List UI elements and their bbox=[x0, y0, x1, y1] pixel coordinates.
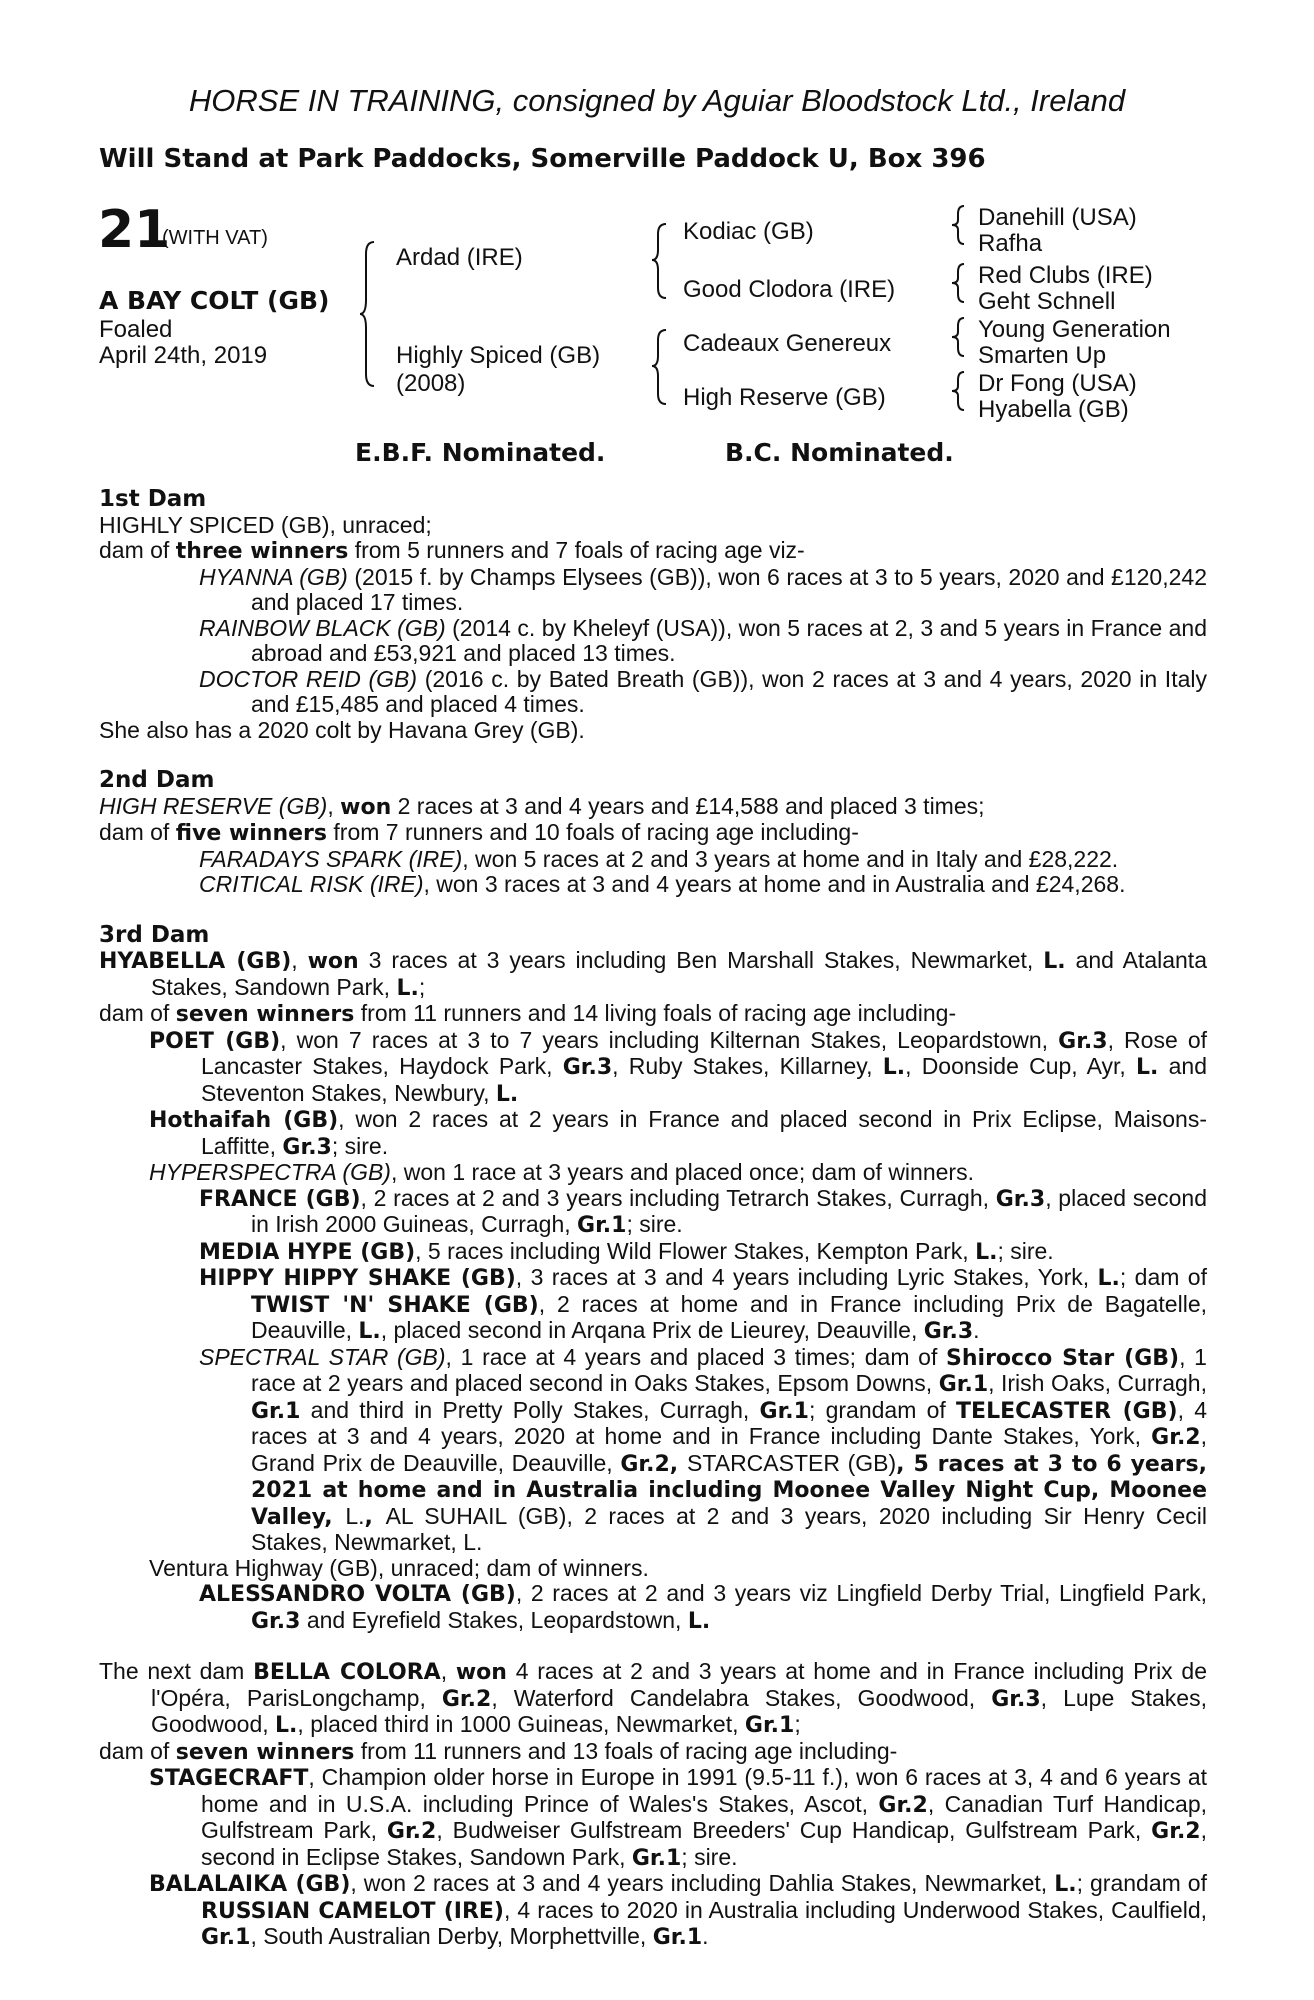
sire-name: Ardad (IRE) bbox=[396, 244, 523, 271]
text-segment: , Rose of Lancaster Stakes, Haydock Park, bbox=[201, 1026, 1207, 1079]
ggs-2: Rafha bbox=[978, 230, 1043, 257]
second-dam-name: HIGH RESERVE (GB), won 2 races at 3 and 4 years and £14,588 and placed 3 times; bbox=[99, 792, 985, 820]
text-segment: , 5 races including Wild Flower Stakes, Kempton Park, bbox=[415, 1237, 976, 1264]
text-segment: , Grand Prix de Deauville, Deauville, bbox=[251, 1423, 1207, 1476]
text-segment: Gr.1 bbox=[251, 1398, 301, 1424]
text-segment: Gr.2 bbox=[620, 1451, 670, 1477]
next-dam-produce-summary bbox=[99, 1739, 1207, 1766]
foaled-label: Foaled bbox=[99, 316, 173, 343]
offspring-france bbox=[99, 1186, 1207, 1239]
offspring-hyanna: HYANNA (GB) (2015 f. by Champs Elysees (GB)), won 6 races at 3 to 5 years, 2020 and £120,242 and placed 17 times. bbox=[199, 563, 1207, 615]
ggs-6: Smarten Up bbox=[978, 342, 1107, 369]
text-segment: Gr.1 bbox=[201, 1925, 251, 1950]
pedigree-notes bbox=[99, 487, 1207, 1951]
text-segment: Gr.3 bbox=[923, 1319, 974, 1344]
text-segment: HIPPY HIPPY SHAKE (GB) bbox=[199, 1266, 516, 1291]
text-segment: L. bbox=[358, 1319, 381, 1344]
granddam-2: High Reserve (GB) bbox=[683, 384, 886, 411]
offspring-spectral-star bbox=[99, 1345, 1207, 1556]
first-dam-name: HIGHLY SPICED (GB), unraced; bbox=[99, 511, 432, 538]
text-segment: STARCASTER (GB) bbox=[687, 1449, 897, 1476]
third-dam-heading: 3rd Dam bbox=[99, 921, 210, 948]
text-segment: TWIST 'N' SHAKE (GB) bbox=[251, 1292, 539, 1318]
page-header: HORSE IN TRAINING, consigned by Aguiar Bloodstock Ltd., Ireland bbox=[188, 83, 1126, 118]
text-segment: L. bbox=[975, 1239, 998, 1265]
text-segment: ALESSANDRO VOLTA (GB) bbox=[199, 1582, 516, 1607]
text-segment: , Irish Oaks, Curragh, bbox=[988, 1370, 1207, 1396]
text-segment: ; sire. bbox=[997, 1237, 1054, 1264]
text-segment: and third in Pretty Polly Stakes, Curragh, bbox=[300, 1396, 760, 1423]
grandsire-1: Kodiac (GB) bbox=[683, 218, 814, 245]
text-segment: , 1 race at 2 years and placed second in Oaks Stakes, Epsom Downs, bbox=[251, 1343, 1207, 1396]
ggs-8: Hyabella (GB) bbox=[978, 396, 1129, 423]
vat-label: (WITH VAT) bbox=[162, 227, 268, 249]
text-segment: POET (GB) bbox=[149, 1028, 281, 1054]
offspring-ventura-highway: Ventura Highway (GB), unraced; dam of winners. bbox=[149, 1554, 649, 1581]
text-segment: RUSSIAN CAMELOT (IRE) bbox=[201, 1898, 504, 1924]
text-segment: FRANCE (GB) bbox=[199, 1186, 361, 1212]
offspring-media-hype bbox=[99, 1239, 1207, 1266]
text-segment: , won 2 races at 2 years in France and placed second in Prix Eclipse, Maisons-Laffitte, bbox=[201, 1106, 1207, 1159]
text-segment: from 11 runners and 13 foals of racing age including- bbox=[354, 1737, 898, 1764]
first-dam-note: She also has a 2020 colt by Havana Grey (GB). bbox=[99, 716, 585, 743]
text-segment: L. bbox=[882, 1055, 906, 1080]
offspring-doctor-reid: DOCTOR REID (GB) (2016 c. by Bated Breath (GB)), won 2 races at 3 and 4 years, 2020 in Italy and £15,485 and placed 4 times. bbox=[199, 665, 1207, 717]
text-segment: , Canadian Turf Handicap, Gulfstream Park, bbox=[201, 1790, 1207, 1843]
sire-dam-bracket bbox=[360, 240, 390, 390]
text-segment: L. bbox=[1054, 1872, 1077, 1897]
text-segment: MEDIA HYPE (GB) bbox=[199, 1239, 416, 1265]
first-dam-heading: 1st Dam bbox=[99, 486, 207, 512]
offspring-hyperspectra bbox=[99, 1160, 1207, 1186]
text-segment: , 2 races at home and in France including Prix de Bagatelle, Deauville, bbox=[251, 1290, 1207, 1343]
text-segment: Gr.3 bbox=[1058, 1028, 1108, 1054]
offspring-balalaika bbox=[99, 1871, 1207, 1951]
ebf-nomination: E.B.F. Nominated. bbox=[355, 438, 606, 467]
text-segment: ; grandam of bbox=[808, 1396, 957, 1423]
grandsire-2: Cadeaux Genereux bbox=[683, 330, 892, 357]
text-segment: , placed third in 1000 Guineas, Newmarket, bbox=[297, 1711, 745, 1737]
bc-nomination: B.C. Nominated. bbox=[725, 438, 954, 467]
text-segment: TELECASTER (GB) bbox=[956, 1398, 1178, 1424]
lot-name: A BAY COLT (GB) bbox=[99, 286, 330, 315]
text-segment: and Steventon Stakes, Newbury, bbox=[201, 1053, 1208, 1106]
text-segment: Gr.2 bbox=[878, 1792, 928, 1818]
text-segment: , bbox=[669, 1451, 688, 1477]
ggs-bracket-4 bbox=[952, 370, 976, 412]
text-segment: L. bbox=[345, 1502, 365, 1529]
text-segment: Gr.1 bbox=[631, 1845, 682, 1871]
foaled-date: April 24th, 2019 bbox=[99, 342, 268, 369]
text-segment: ; bbox=[794, 1711, 801, 1737]
text-segment: AL SUHAIL (GB) bbox=[385, 1502, 567, 1529]
text-segment: , second in Eclipse Stakes, Sandown Park, bbox=[201, 1817, 1207, 1870]
text-segment: , South Australian Derby, Morphettville, bbox=[250, 1923, 653, 1949]
dam-name: Highly Spiced (GB) bbox=[396, 342, 601, 369]
text-segment: Gr.2 bbox=[1151, 1425, 1201, 1450]
offspring-faradays-spark: FARADAYS SPARK (IRE), won 5 races at 2 and 3 years at home and in Italy and £28,222. bbox=[199, 845, 1119, 872]
text-segment: L. bbox=[275, 1713, 298, 1738]
text-segment: , 2 races at 2 and 3 years, 2020 including Sir Henry Cecil Stakes, Newmarket, bbox=[251, 1502, 1207, 1555]
text-segment: , 5 races at 3 to 6 years, 2021 at home and in Australia including Moonee Valley Night Cup, Moonee Valley, bbox=[251, 1451, 1207, 1530]
ggs-4: Geht Schnell bbox=[978, 288, 1116, 315]
text-segment: 4 races at 2 and 3 years at home and in France including Prix de l'Opéra, ParisLongchamp, bbox=[151, 1658, 1208, 1711]
text-segment: HYPERSPECTRA (GB) bbox=[149, 1159, 391, 1185]
text-segment: Gr.1 bbox=[744, 1713, 795, 1738]
text-segment: , placed second in Arqana Prix de Lieurey, Deauville, bbox=[380, 1317, 924, 1343]
text-segment: L. bbox=[495, 1081, 519, 1107]
ggs-bracket-3 bbox=[952, 316, 976, 358]
text-segment: The next dam bbox=[99, 1658, 254, 1684]
text-segment: L. bbox=[687, 1608, 711, 1634]
text-segment: Hothaifah (GB) bbox=[149, 1108, 339, 1133]
text-segment: , won 7 races at 3 to 7 years including Kilternan Stakes, Leopardstown, bbox=[280, 1026, 1059, 1053]
text-segment: , won 2 races at 3 and 4 years including Dahlia Stakes, Newmarket, bbox=[350, 1870, 1055, 1896]
text-segment: , 2 races at 2 and 3 years viz Lingfield Derby Trial, Lingfield Park, bbox=[515, 1580, 1208, 1606]
text-segment: , 1 race at 4 years and placed 3 times; dam of bbox=[445, 1343, 947, 1370]
text-segment: STAGECRAFT bbox=[149, 1766, 309, 1791]
text-segment: , Ruby Stakes, Killarney, bbox=[612, 1053, 883, 1079]
text-segment: , Waterford Candelabra Stakes, Goodwood, bbox=[491, 1684, 992, 1711]
text-segment: , 2 races at 2 and 3 years including Tetrarch Stakes, Curragh, bbox=[360, 1184, 996, 1211]
sire-bracket bbox=[652, 222, 682, 302]
text-segment: seven winners bbox=[175, 1739, 355, 1765]
offspring-alessandro-volta bbox=[99, 1581, 1207, 1634]
stand-location: Will Stand at Park Paddocks, Somerville Paddock U, Box 396 bbox=[99, 144, 986, 174]
text-segment: BALALAIKA (GB) bbox=[149, 1872, 351, 1897]
dam-bracket bbox=[652, 328, 682, 408]
text-segment: Gr.1 bbox=[759, 1398, 809, 1424]
granddam-1: Good Clodora (IRE) bbox=[683, 276, 896, 303]
text-segment: ; sire. bbox=[331, 1132, 389, 1159]
offspring-stagecraft bbox=[99, 1765, 1207, 1871]
text-segment: , 4 races at 3 and 4 years, 2020 at home and in France including Dante Stakes, York, bbox=[251, 1396, 1207, 1449]
text-segment: , Lupe Stakes, Goodwood, bbox=[151, 1684, 1207, 1737]
third-dam-produce-summary: dam of seven winners from 11 runners and 14 living foals of racing age including- bbox=[99, 1000, 957, 1027]
text-segment: L. bbox=[1097, 1266, 1120, 1291]
offspring-hothaifah bbox=[99, 1107, 1207, 1160]
text-segment: Gr.3 bbox=[251, 1608, 301, 1634]
text-segment: , Doonside Cup, Ayr, bbox=[905, 1053, 1137, 1079]
text-segment: , 4 races to 2020 in Australia including Underwood Stakes, Caulfield, bbox=[504, 1896, 1208, 1923]
second-dam-produce-summary: dam of five winners from 7 runners and 10 foals of racing age including- bbox=[99, 819, 859, 846]
text-segment: BELLA COLORA bbox=[253, 1660, 441, 1685]
text-segment: ; grandam of bbox=[1076, 1870, 1207, 1896]
offspring-poet bbox=[99, 1028, 1207, 1108]
text-segment: Gr.3 bbox=[282, 1134, 332, 1160]
text-segment: Gr.2 bbox=[441, 1686, 492, 1712]
text-segment: SPECTRAL STAR (GB) bbox=[199, 1343, 446, 1370]
text-segment: dam of bbox=[99, 1737, 176, 1764]
text-segment: , won 1 race at 3 years and placed once; dam of winners. bbox=[390, 1159, 974, 1185]
first-dam-produce-summary: dam of three winners from 5 runners and 7 foals of racing age viz- bbox=[99, 537, 805, 564]
offspring-hippy-hippy-shake bbox=[99, 1265, 1207, 1345]
text-segment: won bbox=[455, 1660, 507, 1685]
text-segment: Gr.3 bbox=[991, 1686, 1041, 1712]
ggs-bracket-2 bbox=[952, 262, 976, 304]
text-segment: Gr.1 bbox=[577, 1213, 627, 1238]
offspring-critical-risk: CRITICAL RISK (IRE), won 3 races at 3 and 4 years at home and in Australia and £24,268. bbox=[199, 871, 1126, 897]
text-segment: ; sire. bbox=[681, 1843, 738, 1870]
ggs-bracket-1 bbox=[952, 204, 976, 246]
text-segment: ; dam of bbox=[1119, 1264, 1207, 1290]
second-dam-heading: 2nd Dam bbox=[99, 767, 215, 793]
lot-number: 21 bbox=[98, 200, 171, 260]
text-segment: , placed second in Irish 2000 Guineas, Curragh, bbox=[251, 1184, 1207, 1237]
dam-year: (2008) bbox=[396, 370, 466, 397]
text-segment: Gr.3 bbox=[995, 1186, 1046, 1212]
text-segment: . bbox=[973, 1317, 980, 1343]
text-segment: , Champion older horse in Europe in 1991 (9.5-11 f.), won 6 races at 3, 4 and 6 years at home and in U.S.A. including Prince of Wales's Stakes, Ascot, bbox=[201, 1764, 1207, 1817]
text-segment: , 3 races at 3 and 4 years including Lyric Stakes, York, bbox=[515, 1264, 1098, 1290]
text-segment: Gr.2 bbox=[386, 1819, 437, 1844]
text-segment: and Eyrefield Stakes, Leopardstown, bbox=[300, 1606, 688, 1633]
ggs-5: Young Generation bbox=[978, 316, 1171, 343]
ggs-1: Danehill (USA) bbox=[978, 204, 1137, 231]
text-segment: L. bbox=[1136, 1055, 1159, 1080]
text-segment: Gr.2 bbox=[1151, 1819, 1201, 1844]
text-segment: Gr.1 bbox=[938, 1372, 989, 1397]
text-segment: Shirocco Star (GB) bbox=[946, 1345, 1180, 1371]
text-segment: , Budweiser Gulfstream Breeders' Cup Handicap, Gulfstream Park, bbox=[436, 1817, 1152, 1843]
text-segment: Gr.1 bbox=[652, 1925, 703, 1950]
ggs-7: Dr Fong (USA) bbox=[978, 370, 1137, 397]
ggs-3: Red Clubs (IRE) bbox=[978, 262, 1153, 289]
next-dam-bella-colora bbox=[99, 1659, 1207, 1739]
text-segment: , bbox=[364, 1504, 386, 1530]
third-dam-name: HYABELLA (GB), won 3 races at 3 years including Ben Marshall Stakes, Newmarket, L. and Atalanta Stakes, Sandown Park, L.; bbox=[99, 947, 1207, 1001]
text-segment: . bbox=[702, 1923, 709, 1949]
offspring-rainbow-black: RAINBOW BLACK (GB) (2014 c. by Kheleyf (USA)), won 5 races at 2, 3 and 5 years in France and abroad and £53,921 and placed 13 times. bbox=[199, 614, 1207, 666]
text-segment: , bbox=[440, 1658, 456, 1684]
text-segment: ; sire. bbox=[626, 1211, 683, 1237]
text-segment: Gr.3 bbox=[562, 1055, 613, 1080]
text-segment: L. bbox=[463, 1529, 483, 1555]
